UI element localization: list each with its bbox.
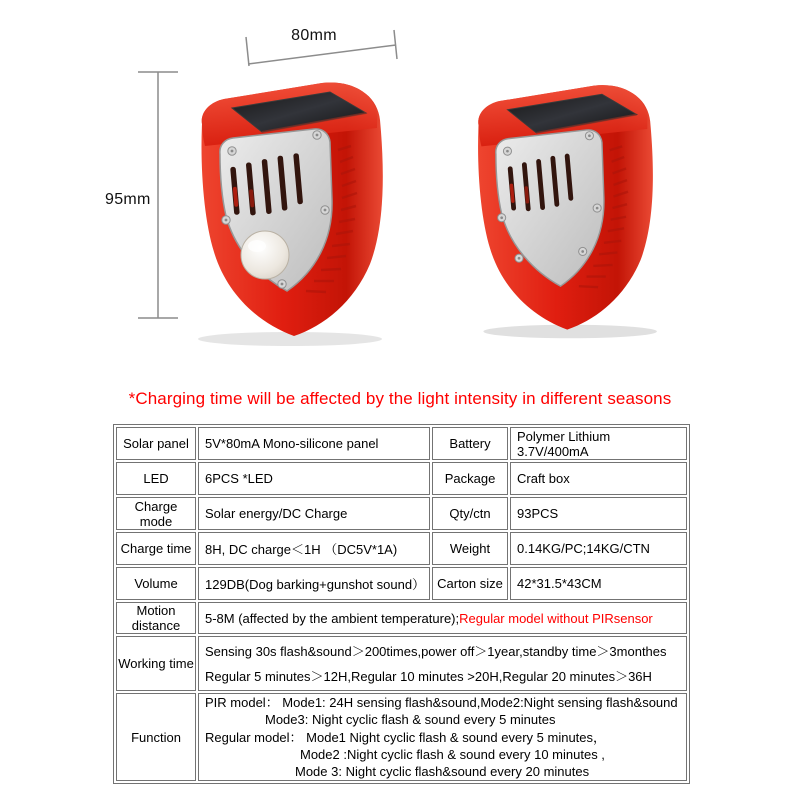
table-row	[116, 427, 687, 460]
spec-label: Carton size	[432, 567, 508, 600]
spec-label: Charge time	[116, 532, 196, 565]
spec-value	[198, 602, 687, 634]
spec-value	[198, 636, 687, 691]
motion-distance-text: 5-8M (affected by the ambient temperature);	[205, 610, 460, 626]
table-row	[116, 567, 687, 600]
spec-value: 6PCS *LED	[198, 462, 430, 495]
function-line5: Mode 3: Night cyclic flash&sound every 20 minutes	[295, 764, 590, 780]
spec-value: 0.14KG/PC;14KG/CTN	[510, 532, 687, 565]
spec-value: Polymer Lithium 3.7V/400mA	[510, 427, 687, 460]
product-photo-pir-model	[172, 72, 402, 352]
width-dimension-label: 80mm	[291, 27, 337, 44]
spec-value	[198, 693, 687, 781]
pir-sensor-dome	[241, 231, 289, 279]
spec-value: 129DB(Dog barking+gunshot sound）	[198, 567, 430, 600]
table-row	[116, 532, 687, 565]
table-row-motion-distance	[116, 602, 687, 634]
width-dimension-line	[248, 45, 396, 64]
table-row	[116, 462, 687, 495]
function-line1: PIR model： Mode1: 24H sensing flash&sound,Mode2:Night sensing flash&sound	[205, 695, 678, 710]
spec-value: 93PCS	[510, 497, 687, 530]
motion-distance-red-note: Regular model without PIRsensor	[459, 610, 653, 626]
table-row-working-time	[116, 636, 687, 691]
working-time-line1: Sensing 30s flash&sound＞200times,power off＞1year,standby time＞3monthes	[205, 643, 667, 659]
spec-label: Weight	[432, 532, 508, 565]
function-line4: Mode2 :Night cyclic flash & sound every 10 minutes ,	[300, 746, 605, 762]
spec-label: Volume	[116, 567, 196, 600]
table-row-function	[116, 693, 687, 781]
spec-label: Motion distance	[116, 602, 196, 634]
spec-value: Solar energy/DC Charge	[198, 497, 430, 530]
function-line2: Mode3: Night cyclic flash & sound every 5 minutes	[265, 712, 556, 728]
spec-label: Charge mode	[116, 497, 196, 530]
spec-value: 5V*80mA Mono-silicone panel	[198, 427, 430, 460]
spec-value: Craft box	[510, 462, 687, 495]
spec-value: 8H, DC charge＜1H （DC5V*1A)	[198, 532, 430, 565]
spec-value: 42*31.5*43CM	[510, 567, 687, 600]
spec-label: Function	[116, 693, 196, 781]
charging-notice: *Charging time will be affected by the light intensity in different seasons	[128, 389, 672, 408]
working-time-line2: Regular 5 minutes＞12H,Regular 10 minutes >20H,Regular 20 minutes＞36H	[205, 668, 652, 684]
spec-label: LED	[116, 462, 196, 495]
spec-label: Solar panel	[116, 427, 196, 460]
spec-label: Qty/ctn	[432, 497, 508, 530]
spec-label: Package	[432, 462, 508, 495]
spec-label: Working time	[116, 636, 196, 691]
spec-table	[113, 424, 690, 784]
function-line3: Regular model： Mode1 Night cyclic flash & sound every 5 minutes，	[205, 729, 607, 745]
height-dimension-label: 95mm	[105, 191, 151, 208]
table-row	[116, 497, 687, 530]
spec-label: Battery	[432, 427, 508, 460]
product-photo-regular-model	[448, 75, 673, 345]
